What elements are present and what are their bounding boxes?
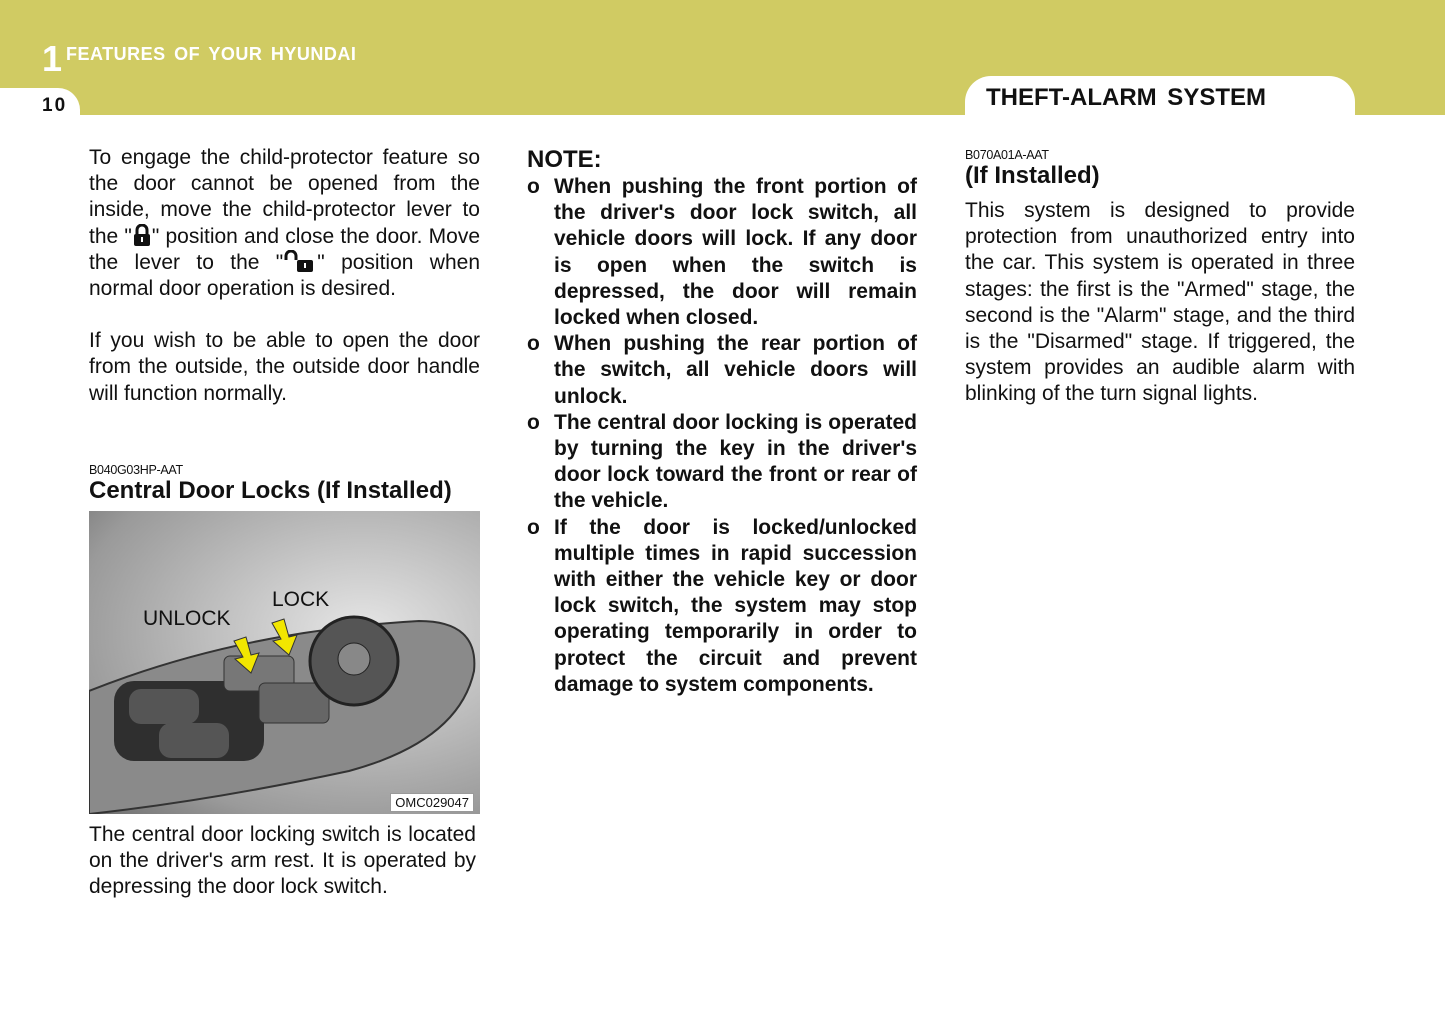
- left-column: [89, 145, 480, 505]
- bullet: o: [527, 515, 540, 539]
- text: " position and close the door. Move the lever to the ": [89, 224, 481, 274]
- bullet: o: [527, 332, 540, 356]
- section-code: B040G03HP-AAT: [89, 462, 183, 477]
- left-column-bottom: [89, 822, 476, 901]
- note-text: When pushing the rear portion of the switch, all vehicle doors will unlock.: [554, 332, 917, 408]
- chapter-number: 1: [42, 38, 63, 79]
- note-item: [527, 410, 917, 515]
- figure-id: OMC029047: [390, 793, 474, 812]
- section-title: THEFT-ALARM SYSTEM: [986, 84, 1266, 111]
- bullet: o: [527, 410, 540, 434]
- child-protector-paragraph: [89, 145, 480, 302]
- note-item: [527, 174, 917, 331]
- central-door-locks-heading: Central Door Locks (If Installed): [89, 476, 452, 504]
- if-installed-heading: (If Installed): [965, 162, 1100, 189]
- note-heading: NOTE:: [527, 146, 602, 173]
- note-list: [527, 174, 917, 698]
- text: " position when normal door operation is desired.: [89, 250, 480, 301]
- middle-column: [527, 146, 917, 698]
- note-text: If the door is locked/unlocked multiple times in rapid succession with either the vehicle key or door lock switch, the system may stop operating temporarily in order to protect the circuit and prevent damage to system components.: [554, 515, 917, 696]
- bullet: o: [527, 175, 540, 198]
- lock-label: LOCK: [272, 588, 330, 611]
- text: To engage the child-protector feature so the door cannot be opened from the inside, move the child-protector lever to the ": [89, 146, 480, 248]
- note-text: When pushing the front portion of the driver's door lock switch, all vehicle doors will lock. If any door is open when the switch is depressed, the door will remain locked when closed.: [554, 175, 917, 330]
- unlock-icon: [283, 250, 317, 272]
- section-code: B070A01A-AAT: [965, 148, 1049, 162]
- note-item: [527, 331, 917, 410]
- outside-handle-paragraph: If you wish to be able to open the door from the outside, the outside door handle will function normally.: [89, 329, 480, 405]
- right-column: [965, 148, 1355, 408]
- lock-icon: [132, 224, 152, 246]
- unlock-label: UNLOCK: [143, 607, 231, 630]
- note-item: [527, 515, 917, 698]
- page-tab: [0, 88, 80, 118]
- chapter-title: FEATURES OF YOUR HYUNDAI: [66, 44, 357, 64]
- door-panel-illustration: [89, 511, 480, 814]
- door-lock-switch-figure: [89, 511, 480, 814]
- theft-alarm-paragraph: This system is designed to provide protection from unauthorized entry into the car. This system is operated in three stages: the first is the "Armed" stage, the second is the "Alarm" stage, and the third is the "Disarmed" stage. If triggered, the system provides an audible alarm with blinking of the turn signal lights.: [965, 199, 1355, 406]
- note-text: The central door locking is operated by turning the key in the driver's door lock toward the front or rear of the vehicle.: [554, 410, 917, 513]
- switch-location-paragraph: The central door locking switch is located on the driver's arm rest. It is operated by depressing the door lock switch.: [89, 823, 476, 899]
- page-number: 10: [42, 95, 68, 116]
